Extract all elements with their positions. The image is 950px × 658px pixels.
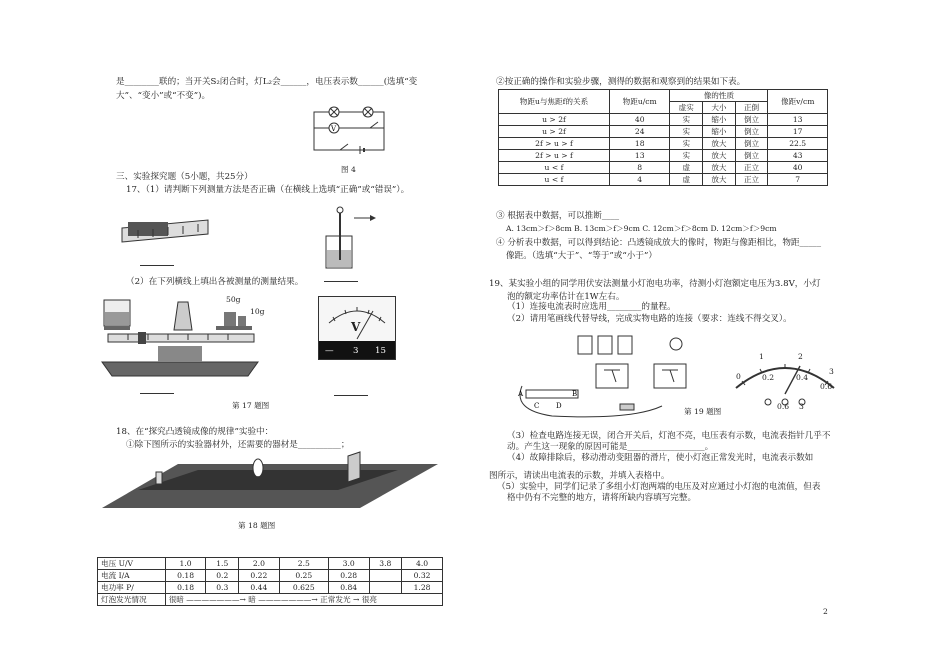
lens-table-header bbox=[499, 90, 828, 102]
q19-table-cell: 0.18 bbox=[165, 570, 206, 582]
lens-table-row bbox=[499, 126, 828, 138]
q17-part2: （2）在下列横线上填出各被测量的测量结果。 bbox=[126, 277, 304, 287]
lens-table-cell: 放大 bbox=[703, 162, 736, 174]
lens-h-relation: 物距u与焦距f的关系 bbox=[499, 90, 610, 114]
lens-table-cell: 2f > u > f bbox=[499, 138, 610, 150]
lens-h-image-props: 像的性质 bbox=[670, 90, 768, 102]
q19-table-cell: 1.5 bbox=[206, 558, 239, 570]
ammeter-scale-3: 3 bbox=[829, 367, 834, 376]
page-number: 2 bbox=[823, 607, 828, 616]
q19-table-cell: 2.5 bbox=[279, 558, 328, 570]
q19-table-cell: 0.44 bbox=[239, 582, 280, 594]
lens-table-cell: 18 bbox=[610, 138, 670, 150]
q19-caption: 第 19 题图 bbox=[684, 407, 722, 416]
q19-data-table bbox=[97, 557, 443, 606]
q19-part5-a: （5）实验中，同学们记录了多组小灯泡两端的电压及对应通过小灯泡的电流值，但表 bbox=[497, 482, 821, 492]
lens-table-cell: 放大 bbox=[703, 138, 736, 150]
q19-part1: （1）连接电流表时应选用________的量程。 bbox=[507, 302, 676, 312]
svg-text:D: D bbox=[556, 402, 562, 410]
fig4-label: 图 4 bbox=[341, 165, 356, 174]
q19-table-cell: 0.3 bbox=[206, 582, 239, 594]
lens-table bbox=[498, 89, 828, 186]
thermometer-answer-blank[interactable] bbox=[324, 272, 358, 286]
lens-table-cell: 13 bbox=[610, 150, 670, 162]
voltmeter-terminal-15: 15 bbox=[375, 346, 386, 356]
q19-table-cell: 1.0 bbox=[165, 558, 206, 570]
svg-text:B: B bbox=[572, 390, 578, 398]
voltmeter-image bbox=[318, 296, 396, 360]
svg-text:C: C bbox=[534, 402, 540, 410]
voltmeter-answer-blank[interactable] bbox=[334, 386, 368, 400]
lens-table-cell: 43 bbox=[768, 150, 828, 162]
lens-table-cell: 22.5 bbox=[768, 138, 828, 150]
lens-table-cell: 缩小 bbox=[703, 126, 736, 138]
q19-line1: 19、某实验小组的同学用伏安法测量小灯泡电功率，待测小灯泡额定电压为3.8V，小灯 bbox=[489, 279, 821, 289]
q18-part3: ③ 根据表中数据，可以推断____ bbox=[496, 211, 620, 221]
lens-h-orientation: 正倒 bbox=[735, 102, 768, 114]
lens-h-distance: 物距u/cm bbox=[610, 90, 670, 114]
q19-table-cell: 0.2 bbox=[206, 570, 239, 582]
lens-table-cell: u > 2f bbox=[499, 114, 610, 126]
q19-table-cell: 0.28 bbox=[328, 570, 369, 582]
q18-part2: ②按正确的操作和实验步骤，测得的数据和观察到的结果如下表。 bbox=[496, 77, 746, 87]
ammeter-scale-1: 1 bbox=[759, 352, 764, 361]
ammeter-term-06: 0.6 bbox=[777, 402, 790, 411]
q19-table-cell: 1.28 bbox=[402, 582, 443, 594]
lens-table-row bbox=[499, 174, 828, 186]
q19-part2: （2）请用笔画线代替导线，完成实物电路的连接（要求：连线不得交叉）。 bbox=[507, 314, 792, 324]
lens-table-cell: 放大 bbox=[703, 174, 736, 186]
q19-part5-b: 格中仍有不完整的地方，请将所缺内容填写完整。 bbox=[507, 493, 697, 503]
q19-row-label: 电压 U/V bbox=[98, 558, 166, 570]
q19-row-label: 电流 I/A bbox=[98, 570, 166, 582]
ruler-measurement-image bbox=[118, 214, 210, 248]
lens-table-cell: 8 bbox=[610, 162, 670, 174]
lens-table-cell: 放大 bbox=[703, 150, 736, 162]
ammeter-scale-02: 0.2 bbox=[762, 373, 775, 382]
voltmeter-letter: V bbox=[351, 320, 361, 334]
lens-table-cell: 正立 bbox=[735, 174, 768, 186]
lens-table-cell: 40 bbox=[768, 162, 828, 174]
optical-bench-image bbox=[98, 450, 443, 512]
ammeter-scale-0: 0 bbox=[736, 372, 741, 381]
voltmeter-terminal-3: 3 bbox=[353, 346, 359, 356]
q19-table-cell: 0.625 bbox=[279, 582, 328, 594]
ammeter-scale-2: 2 bbox=[798, 352, 803, 361]
q19-part4-b: 图所示，请读出电流表的示数，并填入表格中。 bbox=[489, 471, 670, 481]
lens-table-cell: 倒立 bbox=[735, 138, 768, 150]
lens-table-cell: 实 bbox=[670, 126, 703, 138]
lens-table-cell: 实 bbox=[670, 114, 703, 126]
q18-part4-b: 像距。（选填“大于”、“等于”或“小于”） bbox=[506, 251, 657, 261]
q19-part3-a: （3）检查电路连接无误，闭合开关后，灯泡不亮，电压表有示数，电流表指针几乎不 bbox=[507, 431, 831, 441]
q19-table-cell: 3.8 bbox=[369, 558, 402, 570]
lens-table-cell: 缩小 bbox=[703, 114, 736, 126]
lens-table-cell: 倒立 bbox=[735, 114, 768, 126]
q19-table-cell: 0.25 bbox=[279, 570, 328, 582]
q18-part4-a: ④ 分析表中数据，可以得到结论：凸透镜成放大的像时，物距与像距相比，物距_____ bbox=[496, 238, 821, 248]
lens-table-cell: u < f bbox=[499, 174, 610, 186]
lens-table-cell: 4 bbox=[610, 174, 670, 186]
lens-h-image-distance: 像距v/cm bbox=[768, 90, 828, 114]
q19-line2: 泡的额定功率估计在1W左右。 bbox=[507, 292, 625, 302]
lens-table-cell: 40 bbox=[610, 114, 670, 126]
q19-table-cell[interactable] bbox=[369, 570, 402, 582]
q19-table-cell: 3.0 bbox=[328, 558, 369, 570]
q18-part3-options: A. 13cm＞f＞8cm B. 13cm＞f＞9cm C. 12cm＞f＞8cm D. 12cm＞f＞9cm bbox=[506, 224, 777, 233]
q19-table-row bbox=[98, 570, 443, 582]
q19-table-row bbox=[98, 558, 443, 570]
lens-table-cell: 虚 bbox=[670, 162, 703, 174]
q16-line2: 大”、“变小”或“不变”)。 bbox=[116, 91, 211, 101]
lens-table-row bbox=[499, 138, 828, 150]
brightness-text: 很暗 ———————→ 暗 ———————→ 正常发光 → 很亮 bbox=[165, 594, 442, 606]
lens-table-cell: 倒立 bbox=[735, 150, 768, 162]
lens-table-cell: 24 bbox=[610, 126, 670, 138]
lens-table-cell: 13 bbox=[768, 114, 828, 126]
q19-row-label: 电功率 P/ bbox=[98, 582, 166, 594]
q18-line2: ①除下图所示的实验器材外，还需要的器材是__________； bbox=[126, 440, 350, 450]
voltmeter-terminal-neg: — bbox=[325, 346, 334, 356]
lens-table-cell: u < f bbox=[499, 162, 610, 174]
brightness-label: 灯泡发光情况 bbox=[98, 594, 166, 606]
q19-table-cell[interactable] bbox=[369, 582, 402, 594]
circuit-figure-4 bbox=[300, 100, 400, 164]
lens-table-cell: 倒立 bbox=[735, 126, 768, 138]
lens-h-real: 虚实 bbox=[670, 102, 703, 114]
ammeter-scale-04: 0.4 bbox=[796, 373, 809, 382]
lens-table-cell: 实 bbox=[670, 138, 703, 150]
lens-table-cell: 正立 bbox=[735, 162, 768, 174]
weight-50g-label: 50g bbox=[226, 295, 241, 304]
q19-table-cell: 0.84 bbox=[328, 582, 369, 594]
q16-line1: 是________联的；当开关S₂闭合时，灯L₂会______，电压表示数______(选填“变 bbox=[116, 77, 418, 87]
q18-line1: 18、在“探究凸透镜成像的规律”实验中： bbox=[116, 427, 274, 437]
lens-table-row bbox=[499, 162, 828, 174]
weight-10g-label: 10g bbox=[250, 307, 265, 316]
lens-table-cell: 17 bbox=[768, 126, 828, 138]
lens-table-cell: 2f > u > f bbox=[499, 150, 610, 162]
balance-answer-blank[interactable] bbox=[140, 384, 174, 398]
q19-table-cell: 2.0 bbox=[239, 558, 280, 570]
q19-table-row bbox=[98, 582, 443, 594]
section3-heading: 三、实验探究题（5小题，共25分） bbox=[116, 172, 253, 182]
circuit-components-image bbox=[512, 330, 718, 418]
brightness-row bbox=[98, 594, 443, 606]
svg-text:V: V bbox=[331, 125, 337, 133]
lens-table-row bbox=[499, 150, 828, 162]
ruler-answer-blank[interactable] bbox=[140, 256, 174, 270]
thermometer-beaker-image bbox=[318, 204, 378, 272]
q19-table-cell: 0.18 bbox=[165, 582, 206, 594]
ammeter-term-3: 3 bbox=[799, 402, 804, 411]
lens-table-cell: u > 2f bbox=[499, 126, 610, 138]
lens-table-cell: 实 bbox=[670, 150, 703, 162]
lens-table-cell: 7 bbox=[768, 174, 828, 186]
q18-caption: 第 18 题图 bbox=[238, 521, 276, 530]
svg-text:A: A bbox=[518, 390, 524, 398]
ammeter-scale-06: 0.6 bbox=[820, 382, 833, 391]
q19-part4-a: （4）故障排除后，移动滑动变阻器的滑片，使小灯泡正常发光时，电流表示数如 bbox=[507, 453, 814, 463]
lens-table-cell: 虚 bbox=[670, 174, 703, 186]
q19-table-cell: 0.22 bbox=[239, 570, 280, 582]
q19-part3-b: 动。产生这一现象的原因可能是__________________。 bbox=[507, 442, 714, 452]
q19-table-cell: 4.0 bbox=[402, 558, 443, 570]
q17-part1: 17、（1）请判断下列测量方法是否正确（在横线上选填“正确”或“错误”）。 bbox=[126, 185, 410, 195]
q17-caption: 第 17 题图 bbox=[232, 401, 270, 410]
q19-table-cell: 0.32 bbox=[402, 570, 443, 582]
lens-table-row bbox=[499, 114, 828, 126]
lens-h-size: 大小 bbox=[703, 102, 736, 114]
